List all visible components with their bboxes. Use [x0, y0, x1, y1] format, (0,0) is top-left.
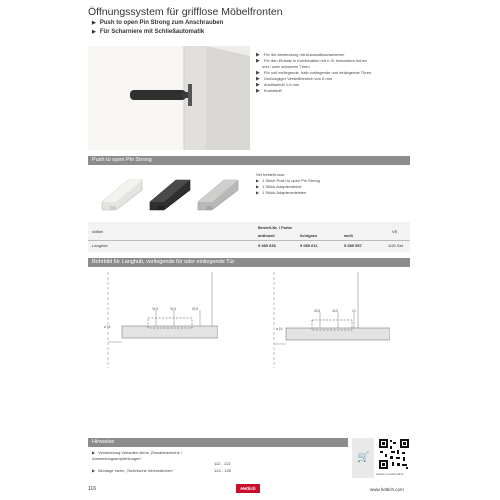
page-title: Öffnungssystem für grifflose Möbelfronten — [88, 6, 283, 18]
product-variants-image — [96, 168, 246, 214]
dimension-label: 13 — [352, 309, 356, 313]
feature-item: ▶ Für die Anwendung mit Automatikscharnieren — [256, 52, 345, 58]
table-divider — [88, 240, 410, 241]
feature-item-cont: und / oder schweren Türen — [262, 64, 310, 69]
consists-of-item: ▶ 1 Stück Push to open Pin Strong — [256, 178, 320, 183]
note-item: ▶ Verwendung Varianten siehe „Einsatzbereiche / Anwendungsempfehlungen“ — [92, 450, 183, 461]
qr-code-icon[interactable] — [378, 438, 410, 470]
table-color-anthrazit: anthrazit — [258, 233, 275, 238]
table-color-weiss: weiß — [344, 233, 353, 238]
section-bar-product: Push to open Pin Strong — [88, 156, 410, 165]
triangle-bullet-icon: ▶ — [92, 20, 96, 26]
dimension-label: ø 16 — [104, 325, 111, 329]
dimension-label: 34,5 — [314, 309, 321, 313]
table-header-article: Artikel — [92, 229, 104, 234]
cabinet-illustration — [88, 46, 250, 150]
dimension-label: 50,5 — [192, 307, 199, 311]
feature-item: ▶ Kunststoff — [256, 88, 282, 94]
note-ref: 124 - 126 — [214, 468, 231, 473]
section-bar-notes: Hinweise — [88, 438, 348, 447]
shop-cart-box[interactable] — [352, 438, 374, 478]
cart-icon: 🛒 — [357, 452, 370, 463]
note-ref: 112 - 113 — [214, 461, 231, 466]
table-cell-value: 9 089 611 — [300, 243, 318, 248]
table-cell-value: 9 089 636 — [258, 243, 276, 248]
footer-website[interactable]: www.hettich.com — [370, 487, 404, 492]
triangle-bullet-icon: ▶ — [92, 29, 96, 35]
product-photo — [88, 46, 250, 150]
dimension-label: 34,5 — [332, 309, 339, 313]
subtitle-1: ▶ Push to open Pin Strong zum Anschrauben — [92, 20, 224, 26]
drill-diagram-left — [98, 270, 218, 370]
page-number: 116 — [88, 486, 96, 492]
table-header-ve: VE — [392, 229, 398, 234]
feature-item: ▶ Auslösehub 1,6 mm — [256, 82, 300, 88]
note-item: ▶ Montage siehe „Technische Informationen“ — [92, 468, 174, 473]
qr-caption: hettich.com/shortlink — [376, 472, 404, 476]
table-header-ordernr: Bestell-Nr. / Farbe — [258, 225, 293, 230]
table-cell-value: 9 089 557 — [344, 243, 362, 248]
consists-of-title: Set besteht aus: — [256, 172, 285, 177]
consists-of-item: ▶ 1 Stück Adapterwinkel — [256, 184, 302, 189]
dimension-label: ø 16 — [276, 327, 283, 331]
dimension-label: 34,5 — [170, 307, 177, 311]
consists-of-item: ▶ 1 Stück Adapteranleisten — [256, 190, 307, 195]
hettich-logo: Hettich — [236, 484, 260, 493]
dimension-label: 34,5 — [152, 307, 159, 311]
drill-diagram-right — [270, 270, 390, 370]
feature-item: ▶ Für den Einsatz in Kombination mit z. B. besonders hohen — [256, 58, 368, 64]
table-color-lichtgrau: lichtgrau — [300, 233, 317, 238]
feature-item: ▶ Für voll vorliegende, halb vorliegende und einliegende Türen — [256, 70, 372, 76]
feature-item: ▶ Großzügiger Verstellbereich von 6 mm — [256, 76, 333, 82]
table-cell-article: Langhub — [92, 243, 108, 248]
subtitle-2: ▶ Für Scharniere mit Schließautomatik — [92, 29, 205, 35]
section-bar-drawing: Bohrbild für Langhub, vorliegende für oder einliegende Tür — [88, 258, 410, 267]
table-cell-ve: 1/20 Set — [388, 243, 403, 248]
